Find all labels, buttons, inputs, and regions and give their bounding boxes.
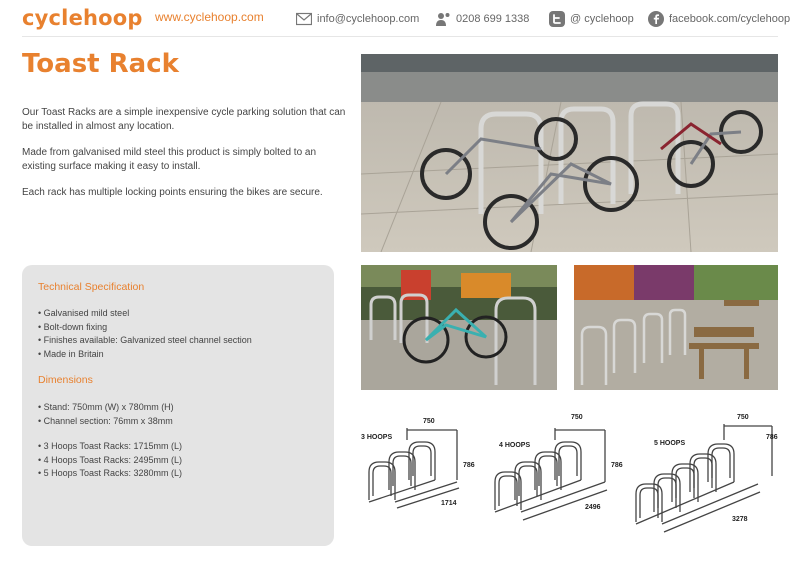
list-item: • Bolt-down fixing xyxy=(38,321,252,335)
phone-text: 0208 699 1338 xyxy=(456,13,530,25)
dimension-width: 750 xyxy=(571,414,583,421)
facebook-icon xyxy=(648,11,664,27)
email-text: info@cyclehoop.com xyxy=(317,13,420,25)
dimension-length: 2496 xyxy=(585,504,601,511)
dimension-length: 1714 xyxy=(441,500,457,507)
logo[interactable]: cyclehoop xyxy=(22,6,143,30)
intro-paragraph-3: Each rack has multiple locking points ensuring the bikes are secure. xyxy=(22,187,323,198)
email-contact[interactable] xyxy=(296,11,419,27)
diagram-label: 5 HOOPS xyxy=(654,440,686,447)
dimension-width: 750 xyxy=(737,414,749,421)
photo-rack-plaza xyxy=(574,265,778,390)
dimensions-heading: Dimensions xyxy=(38,374,93,386)
diagram-label: 4 HOOPS xyxy=(499,442,531,449)
list-item: • Channel section: 76mm x 38mm xyxy=(38,415,174,429)
diagram-5-hoops xyxy=(634,410,784,545)
dimension-height: 786 xyxy=(463,462,475,469)
diagram-4-hoops xyxy=(493,410,628,530)
list-item: • Finishes available: Galvanized steel channel section xyxy=(38,334,252,348)
twitter-text: @ cyclehoop xyxy=(570,13,634,25)
website-link[interactable]: www.cyclehoop.com xyxy=(155,10,264,24)
tech-spec-list xyxy=(38,307,252,361)
twitter-icon xyxy=(549,11,565,27)
dimensions-list-lengths xyxy=(38,440,182,481)
facebook-contact[interactable] xyxy=(648,11,790,27)
intro-paragraph-1: Our Toast Racks are a simple inexpensive cycle parking solution that can be installed in almost any location. xyxy=(22,107,346,132)
list-item: • Stand: 750mm (W) x 780mm (H) xyxy=(38,401,174,415)
photo-rack-street xyxy=(361,265,557,390)
main-photo-bike-racks xyxy=(361,54,778,252)
person-icon xyxy=(435,11,451,27)
list-item: • 4 Hoops Toast Racks: 2495mm (L) xyxy=(38,454,182,468)
list-item: • 5 Hoops Toast Racks: 3280mm (L) xyxy=(38,467,182,481)
page-title: Toast Rack xyxy=(22,49,179,79)
dimension-height: 786 xyxy=(611,462,623,469)
tech-spec-heading: Technical Specification xyxy=(38,281,145,293)
list-item: • Galvanised mild steel xyxy=(38,307,252,321)
intro-paragraph-2: Made from galvanised mild steel this product is simply bolted to an existing surface making it easy to install. xyxy=(22,147,317,172)
dimensions-list-stand xyxy=(38,401,174,428)
twitter-contact[interactable] xyxy=(549,11,634,27)
envelope-icon xyxy=(296,11,312,27)
diagram-3-hoops xyxy=(361,410,475,520)
dimension-length: 3278 xyxy=(732,516,748,523)
header-divider xyxy=(22,36,778,37)
dimension-height: 786 xyxy=(766,434,778,441)
list-item: • Made in Britain xyxy=(38,348,252,362)
phone-contact xyxy=(435,11,529,27)
facebook-text: facebook.com/cyclehoop xyxy=(669,13,791,25)
list-item: • 3 Hoops Toast Racks: 1715mm (L) xyxy=(38,440,182,454)
diagram-label: 3 HOOPS xyxy=(361,434,393,441)
dimension-width: 750 xyxy=(423,418,435,425)
